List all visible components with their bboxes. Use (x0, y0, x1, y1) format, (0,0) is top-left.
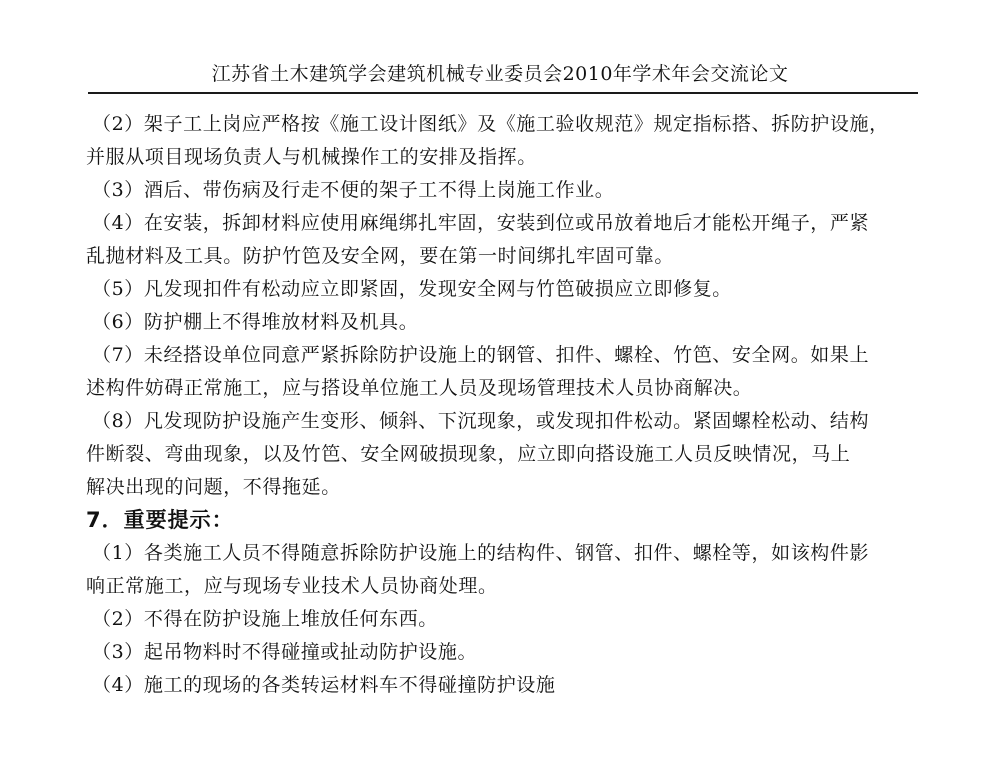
paragraph-line: （2）架子工上岗应严格按《施工设计图纸》及《施工验收规范》规定指标搭、拆防护设施， (92, 113, 889, 135)
running-header: 江苏省土木建筑学会建筑机械专业委员会2010年学术年会交流论文 (211, 63, 789, 85)
paragraph-line: 并服从项目现场负责人与机械操作工的安排及指挥。 (86, 146, 537, 168)
paragraph-line: 件断裂、弯曲现象，以及竹笆、安全网破损现象，应立即向搭设施工人员反映情况，马上 (86, 443, 851, 465)
paragraph-line: （3）起吊物料时不得碰撞或扯动防护设施。 (92, 641, 478, 663)
paragraph-line: （3）酒后、带伤病及行走不便的架子工不得上岗施工作业。 (92, 179, 615, 201)
paragraph-line: 解决出现的问题，不得拖延。 (86, 476, 341, 498)
paragraph-line: 述构件妨碍正常施工，应与搭设单位施工人员及现场管理技术人员协商解决。 (86, 377, 753, 399)
paragraph-line: 响正常施工，应与现场专业技术人员协商处理。 (86, 575, 498, 597)
paragraph-line: （1）各类施工人员不得随意拆除防护设施上的结构件、钢管、扣件、螺栓等，如该构件影 (92, 542, 870, 564)
paragraph-line: （4）施工的现场的各类转运材料车不得碰撞防护设施 (92, 674, 556, 696)
page-body (86, 108, 922, 702)
paragraph-line: （4）在安装，拆卸材料应使用麻绳绑扎牢固，安装到位或吊放着地后才能松开绳子，严紧 (92, 212, 870, 234)
paragraph-line: （5）凡发现扣件有松动应立即紧固，发现安全网与竹笆破损应立即修复。 (92, 278, 732, 300)
paragraph-line: （7）未经搭设单位同意严紧拆除防护设施上的钢管、扣件、螺栓、竹笆、安全网。如果上 (92, 344, 870, 366)
header-divider (88, 92, 918, 94)
paragraph-line: （2）不得在防护设施上堆放任何东西。 (92, 608, 438, 630)
paragraph-line: （8）凡发现防护设施产生变形、倾斜、下沉现象，或发现扣件松动。紧固螺栓松动、结构 (92, 410, 870, 432)
paragraph-line: 乱抛材料及工具。防护竹笆及安全网，要在第一时间绑扎牢固可靠。 (86, 245, 675, 267)
section-heading: 7．重要提示： (86, 508, 234, 532)
paragraph-line: （6）防护棚上不得堆放材料及机具。 (92, 311, 419, 333)
